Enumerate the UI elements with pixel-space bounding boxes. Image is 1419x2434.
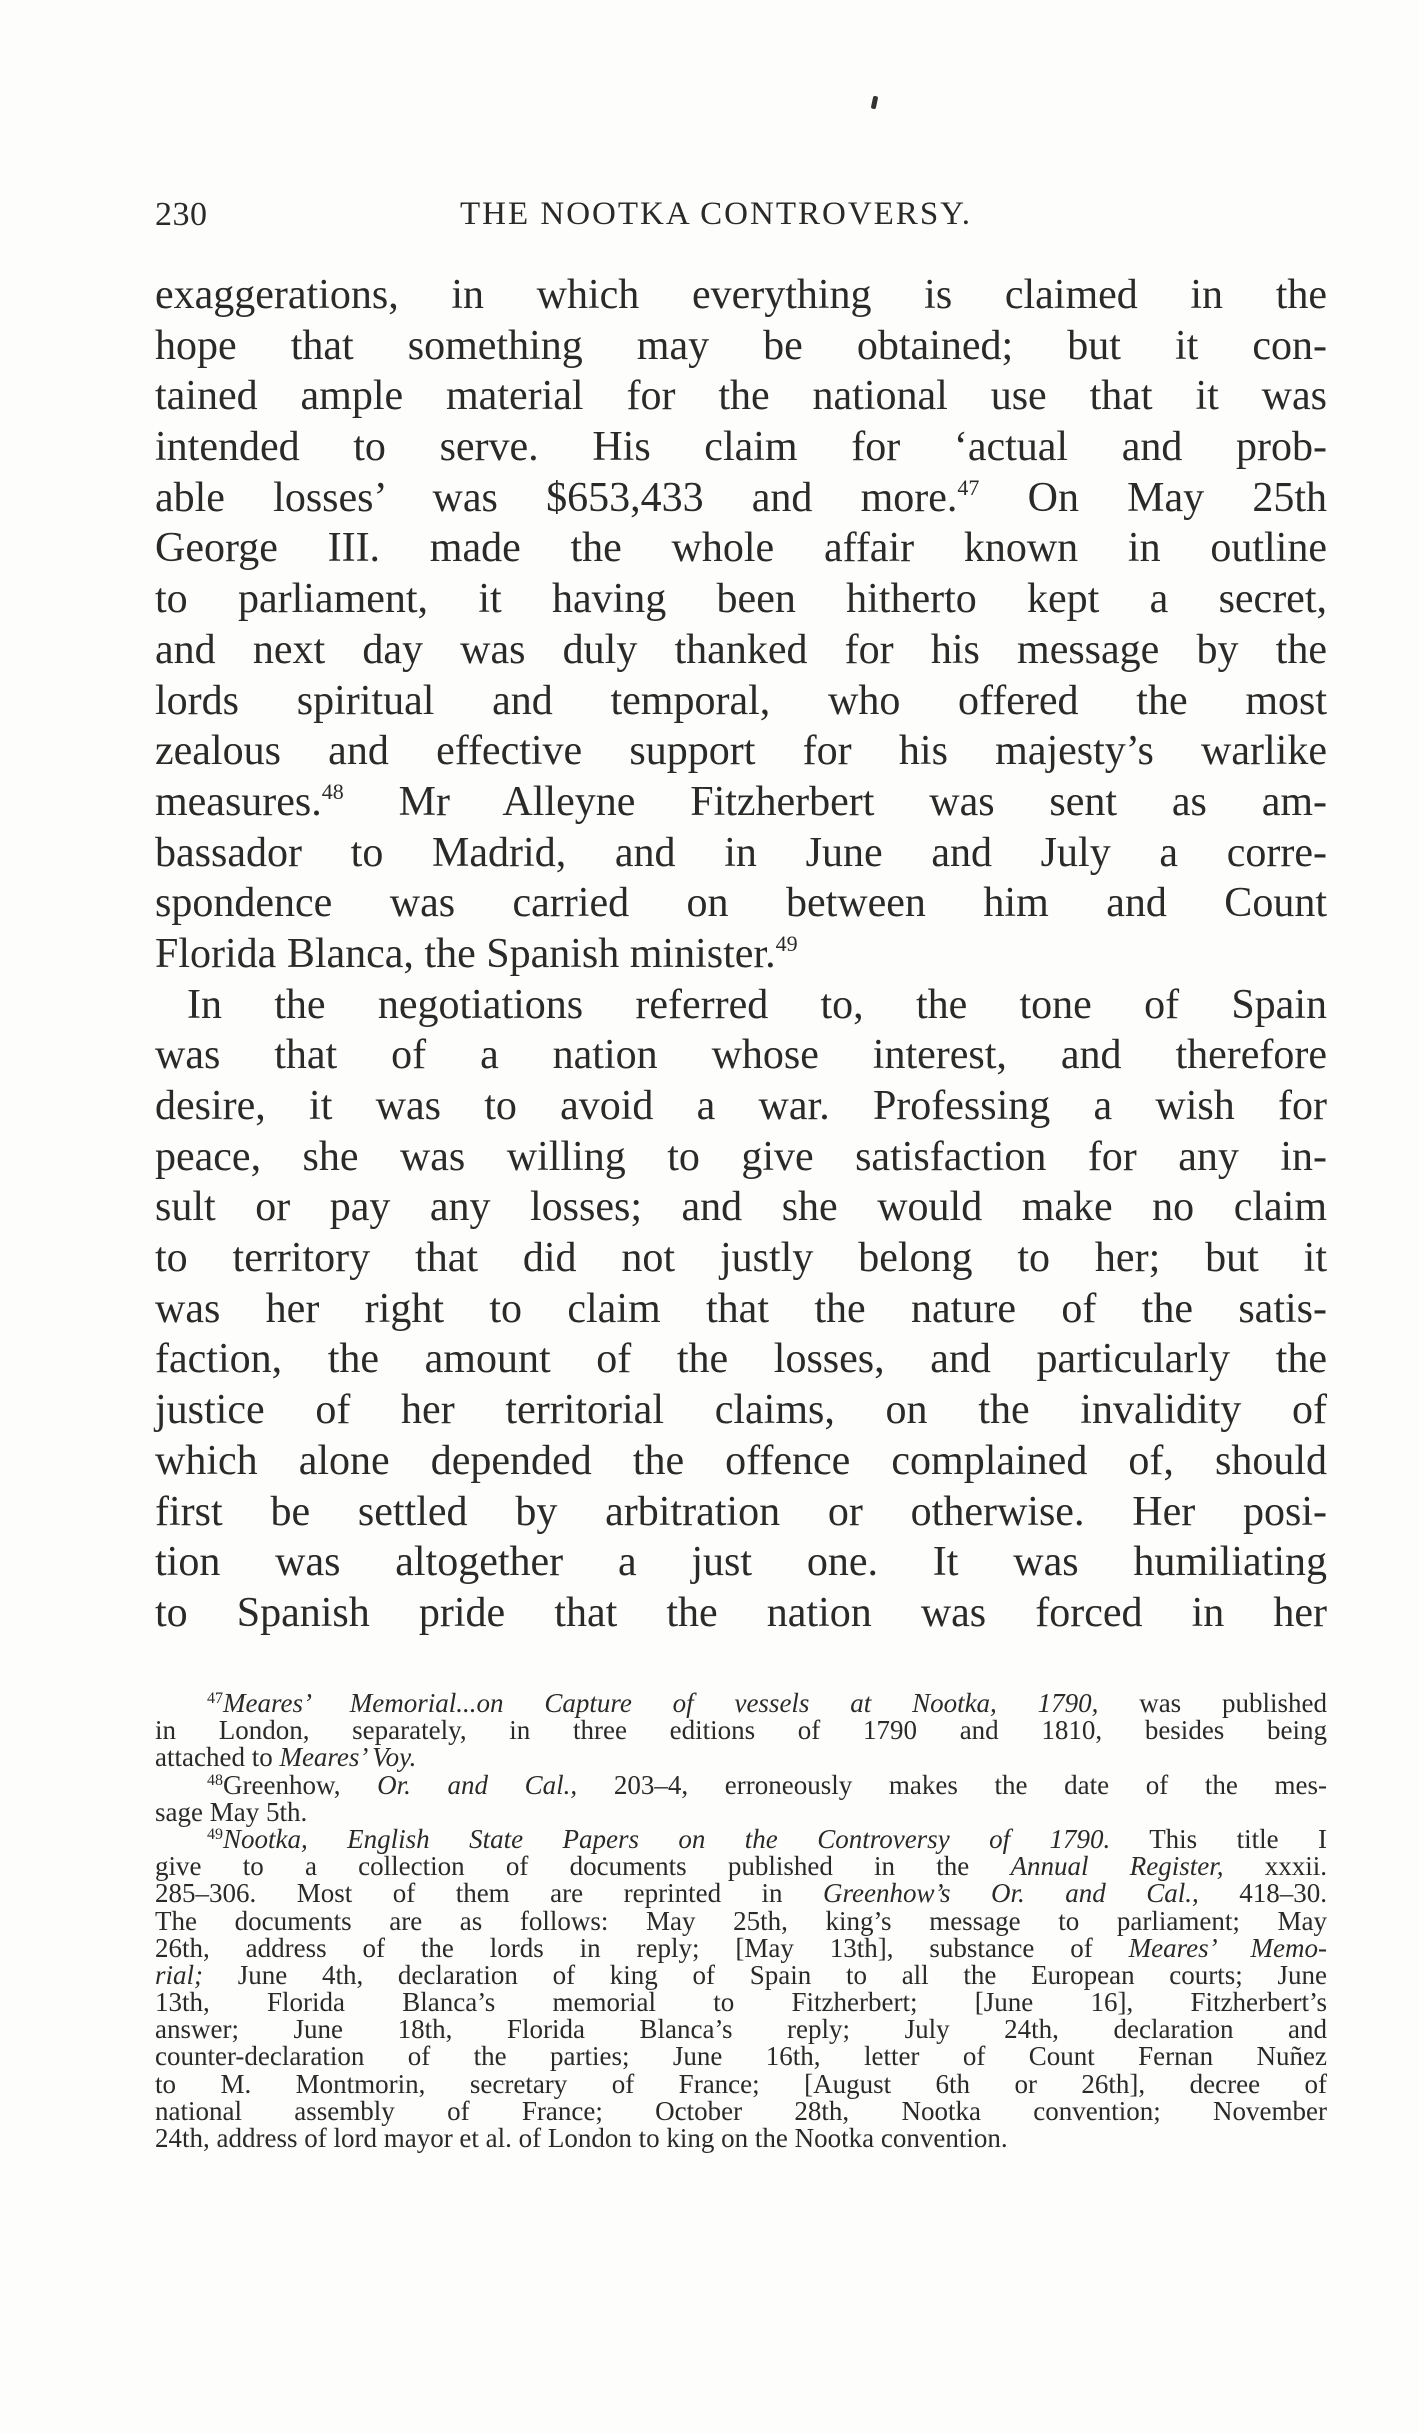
text-segment: attached to [155,1742,280,1773]
running-title: THE NOOTKA CONTROVERSY. [460,196,972,232]
text-segment: Meares’ Memo- [1128,1932,1327,1963]
text-segment: 285–306. Most of them are reprinted in [155,1878,824,1909]
text-segment: 418–30. [1198,1878,1327,1909]
footnote-number: 49 [207,1825,223,1843]
text-segment: Or. and Cal., [377,1769,578,1800]
footnote-line [155,1690,1327,1717]
text-line: lords spiritual and temporal, who offered the most [155,677,1327,724]
text-segment: Greenhow, [223,1769,378,1800]
text-line: which alone depended the offence complained of, should [155,1437,1327,1484]
footnote-line: counter-declaration of the parties; June 16th, letter of Count Fernan Nuñez [155,2041,1327,2072]
footnote-line [155,1744,1327,1771]
text-line: intended to serve. His claim for ‘actual and prob- [155,424,1327,471]
text-line: peace, she was willing to give satisfaction for any in- [155,1133,1327,1180]
text-line: faction, the amount of the losses, and particularly the [155,1336,1327,1383]
text-segment: Greenhow’s Or. and Cal., [823,1878,1199,1909]
text-line: to Spanish pride that the nation was forced in her [155,1589,1327,1636]
text-line [155,777,1327,828]
footnote-line: answer; June 18th, Florida Blanca’s reply; July 24th, declaration and [155,2014,1327,2045]
text-line: zealous and effective support for his majesty’s warlike [155,728,1327,775]
text-segment: was published [1098,1688,1328,1718]
body-text [155,270,1327,1639]
footnote-line: The documents are as follows: May 25th, king’s message to parliament; May [155,1905,1327,1936]
footnote-line [155,1823,1328,1854]
text-line: In the negotiations referred to, the tone of Spain [187,981,1327,1028]
text-line: to parliament, it having been hitherto kept a secret, [155,576,1327,623]
text-segment: This title I [1110,1823,1328,1854]
text-line: sult or pay any losses; and she would make no claim [155,1184,1327,1231]
text-segment: able losses’ was $653,433 and more. [155,474,958,521]
text-line: to territory that did not justly belong to her; but it [155,1235,1327,1282]
text-segment: 203–4, erroneously makes the date of the mes- [577,1769,1327,1800]
page-number: 230 [155,196,208,233]
text-line: desire, it was to avoid a war. Professing a wish for [155,1083,1327,1129]
footnote-number: 48 [207,1771,223,1789]
footnote-48 [155,1769,1327,1827]
footnote-line: national assembly of France; October 28th, Nootka convention; November [155,2095,1327,2126]
text-line: and next day was duly thanked for his message by the [155,626,1327,673]
text-segment: give to a collection of documents published in the [155,1851,1011,1882]
text-segment: Annual Register, [1010,1851,1224,1882]
text-segment: Meares’ Memorial...on Capture of vessels at Nootka, 1790, [223,1688,1099,1718]
footnote-line: in London, separately, in three editions of 1790 and 1810, besides being [155,1715,1327,1746]
text-line [155,473,1327,524]
footnote-ref-47: 47 [957,474,980,500]
footnote-number: 47 [207,1690,223,1707]
page-header [155,196,1325,240]
text-segment: xxxii. [1223,1851,1327,1882]
text-line [155,929,1327,980]
text-segment: Mr Alleyne Fitzherbert was sent as am- [343,778,1327,825]
text-line: justice of her territorial claims, on the invalidity of [155,1387,1327,1434]
text-line: was that of a nation whose interest, and therefore [155,1032,1327,1079]
footnote-line: to M. Montmorin, secretary of France; [August 6th or 26th], decree of [155,2068,1327,2099]
text-segment: Florida Blanca, the Spanish minister. [155,930,776,977]
footnotes [155,1690,1327,2152]
footnote-line [155,1880,1327,1907]
text-line: hope that something may be obtained; but it con- [155,322,1327,369]
text-line: tained ample material for the national use that it was [155,373,1327,420]
footnote-line [155,1769,1327,1800]
text-segment: June 4th, declaration of king of Spain to all the European courts; June [203,1959,1327,1990]
text-line: tion was altogether a just one. It was humiliating [155,1539,1327,1586]
footnote-47 [155,1690,1327,1772]
text-line: spondence was carried on between him and Count [155,880,1327,927]
footnote-49 [155,1823,1328,2153]
paragraph-2 [155,980,1327,1639]
footnote-line [155,1853,1327,1880]
text-segment: On May 25th [979,474,1327,521]
text-line: was her right to claim that the nature of the satis- [155,1285,1327,1332]
text-line: George III. made the whole affair known in outline [155,525,1327,572]
footnote-line [155,1959,1327,1990]
text-segment: measures. [155,778,322,825]
footnote-line: sage May 5th. [155,1796,308,1827]
footnote-line: 24th, address of lord mayor et al. of London to king on the Nootka convention. [155,2123,1008,2153]
text-line: exaggerations, in which everything is claimed in the [155,272,1327,318]
footnote-line: 13th, Florida Blanca’s memorial to Fitzherbert; [June 16], Fitzherbert’s [155,1987,1327,2018]
footnote-ref-48: 48 [321,778,344,804]
text-segment: rial; [155,1959,204,1990]
text-segment: Meares’ Voy. [279,1742,417,1773]
text-line: bassador to Madrid, and in June and July a corre- [155,829,1327,876]
text-segment: Nootka, English State Papers on the Controversy of 1790. [223,1823,1111,1854]
ink-speck [871,96,879,110]
text-line: first be settled by arbitration or otherwise. Her posi- [155,1488,1327,1535]
text-segment: 26th, address of the lords in reply; [May 13th], substance of [155,1932,1129,1963]
paragraph-1 [155,270,1327,980]
footnote-line [155,1932,1327,1963]
footnote-ref-49: 49 [775,930,798,956]
